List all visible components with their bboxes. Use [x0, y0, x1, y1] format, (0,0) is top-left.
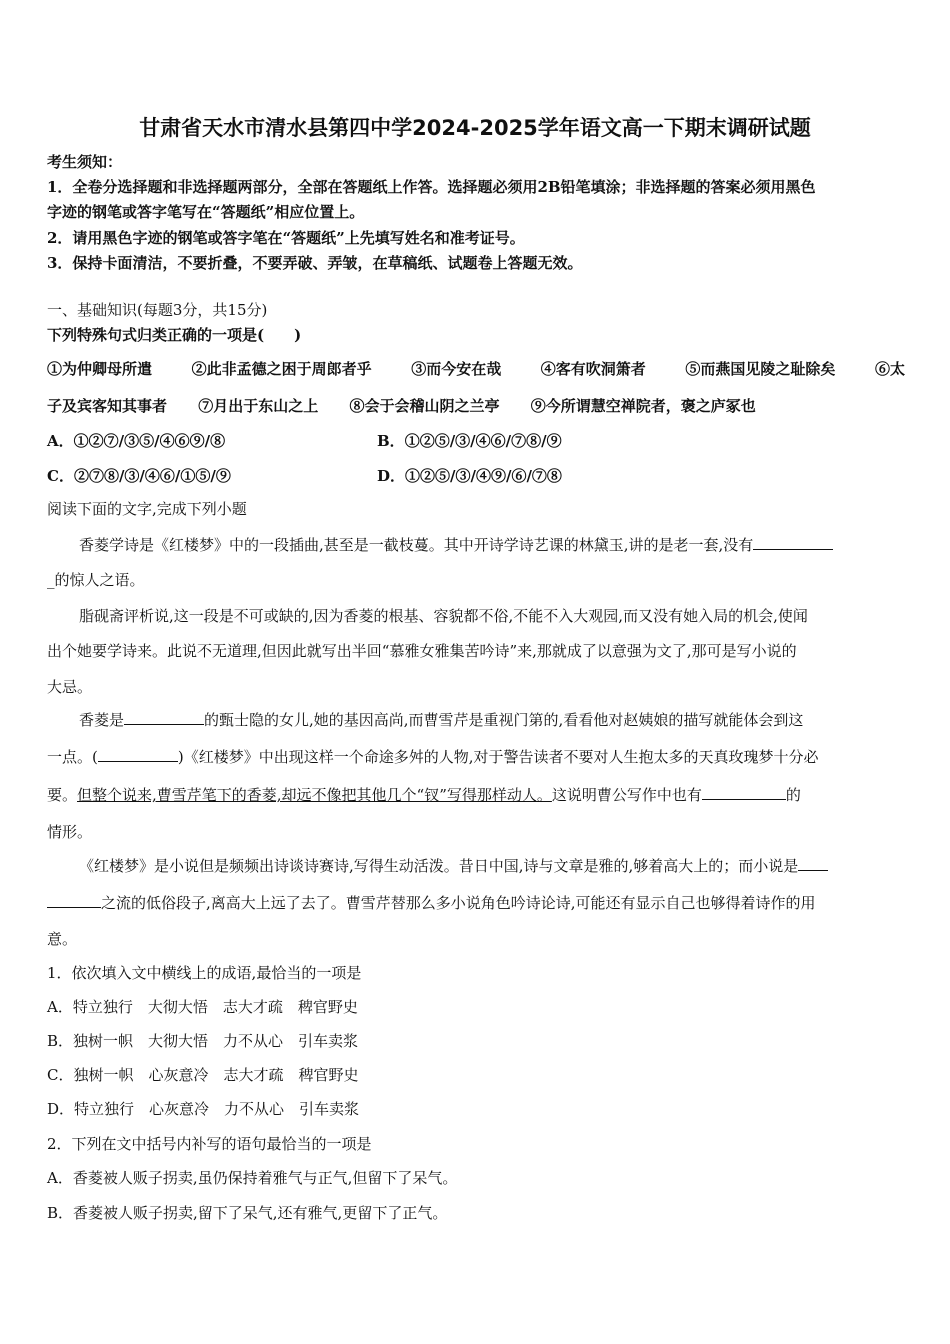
passage-p4-line-3: 意。 [47, 930, 78, 948]
sentence-item: ⑥太 [874, 360, 905, 378]
q1-option-d[interactable]: D．特立独行 心灰意冷 力不从心 引车卖浆 [47, 1100, 360, 1118]
notice-item-1-cont: 字迹的钢笔或答字笔写在“答题纸”相应位置上。 [47, 203, 365, 221]
exam-title: 甘肃省天水市清水县第四中学2024-2025学年语文高一下期末调研试题 [139, 116, 811, 140]
passage-text: 的甄士隐的女儿,她的基因高尚,而曹雪芹是重视门第的,看看他对赵姨娘的描写就能体会到这 [204, 711, 804, 729]
passage-p4-line-1 [79, 849, 828, 883]
choice-label: D． [377, 467, 406, 485]
choice-c[interactable] [47, 465, 231, 486]
passage-text: 一点。( [47, 748, 98, 766]
fill-blank [753, 535, 833, 550]
fill-blank [702, 785, 786, 800]
choice-text: ②⑦⑧/③/④⑥/①⑤/⑨ [73, 467, 231, 485]
choice-b[interactable] [377, 430, 562, 451]
sentence-item: 子及宾客知其事者 [47, 397, 168, 415]
q2-option-a[interactable]: A．香菱被人贩子拐卖,虽仍保持着雅气与正气,但留下了呆气。 [47, 1169, 458, 1187]
choice-label: A． [47, 432, 74, 450]
sentence-item: ①为仲卿母所遣 [47, 360, 153, 378]
passage-text: 之流的低俗段子,离高大上远了去了。曹雪芹替那么多小说角色吟诗论诗,可能还有显示自己也够得着诗作的用 [101, 894, 816, 912]
sentence-items-line-2 [47, 388, 768, 424]
sentence-item: ⑧会于会稽山阴之兰亭 [349, 397, 500, 415]
sentence-items-line-1 [47, 351, 905, 387]
passage-p2-line-2: 出个她要学诗来。此说不无道理,但因此就写出半回“慕雅女雅集苦吟诗”来,那就成了以意强为文了,那可是写小说的 [47, 642, 797, 660]
q1-option-c[interactable]: C．独树一帜 心灰意冷 志大才疏 稗官野史 [47, 1066, 359, 1084]
passage-p3-line-3 [47, 778, 801, 812]
choice-label: C． [47, 467, 74, 485]
section-1-heading: 一、基础知识(每题3分，共15分) [47, 301, 268, 319]
passage-p3-line-2 [47, 740, 818, 774]
section-1-question: 下列特殊句式归类正确的一项是( ) [47, 326, 302, 344]
choice-text: ①②⑤/③/④⑨/⑥/⑦⑧ [405, 467, 562, 485]
q2-option-b[interactable]: B．香菱被人贩子拐卖,留下了呆气,还有雅气,更留下了正气。 [47, 1204, 448, 1222]
q1-option-a[interactable]: A．特立独行 大彻大悟 志大才疏 稗官野史 [47, 998, 358, 1016]
fill-blank [98, 747, 178, 762]
passage-p3-line-4: 情形。 [47, 823, 93, 841]
underlined-sentence: 但整个说来,曹雪芹笔下的香菱,却远不像把其他几个“钗”写得那样动人。 [77, 786, 552, 804]
passage-p1-line-2: _的惊人之语。 [47, 571, 145, 589]
passage-p2-line-1: 脂砚斋评析说,这一段是不可或缺的,因为香菱的根基、容貌都不俗,不能不入大观园,而又没有她入局的机会,使闻 [79, 607, 808, 625]
passage-p3-line-1 [79, 703, 803, 737]
sentence-item: ④客有吹洞箫者 [540, 360, 646, 378]
passage-p1-line-1 [79, 528, 833, 562]
sentence-item: ⑤而燕国见陵之耻除矣 [685, 360, 836, 378]
notice-heading: 考生须知： [47, 153, 123, 171]
fill-blank [47, 893, 101, 908]
passage-p2-line-3: 大忌。 [47, 678, 93, 696]
passage-text: 这说明曹公写作中也有 [551, 786, 702, 804]
q2-stem: 2．下列在文中括号内补写的语句最恰当的一项是 [47, 1135, 372, 1153]
choice-d[interactable] [377, 465, 562, 486]
fill-blank [798, 856, 828, 871]
choice-a[interactable] [47, 430, 225, 451]
sentence-item: ⑨今所谓慧空禅院者，褒之庐冢也 [530, 397, 756, 415]
notice-item-1: 1．全卷分选择题和非选择题两部分，全部在答题纸上作答。选择题必须用2B铅笔填涂；非选择题的答案必须用黑色 [47, 178, 816, 196]
sentence-item: ⑦月出于东山之上 [198, 397, 319, 415]
passage-p4-line-2 [47, 886, 816, 920]
sentence-item: ③而今安在哉 [411, 360, 502, 378]
choice-text: ①②⑦/③⑤/④⑥⑨/⑧ [73, 432, 226, 450]
passage-text: 香菱学诗是《红楼梦》中的一段插曲,甚至是一截枝蔓。其中开诗学诗艺课的林黛玉,讲的是老一套,没有 [79, 536, 754, 554]
reading-intro: 阅读下面的文字,完成下列小题 [47, 500, 247, 518]
passage-text: )《红楼梦》中出现这样一个命途多舛的人物,对于警告读者不要对人生抱太多的天真玫瑰梦十分必 [177, 748, 819, 766]
notice-item-3: 3．保持卡面清洁，不要折叠，不要弄破、弄皱，在草稿纸、试题卷上答题无效。 [47, 254, 583, 272]
passage-text: 《红楼梦》是小说但是频频出诗谈诗赛诗,写得生动活泼。昔日中国,诗与文章是雅的,够着高大上的；而小说是 [79, 857, 799, 875]
choice-text: ①②⑤/③/④⑥/⑦⑧/⑨ [404, 432, 562, 450]
notice-item-2: 2．请用黑色字迹的钢笔或答字笔在“答题纸”上先填写姓名和准考证号。 [47, 229, 525, 247]
choice-label: B． [377, 432, 405, 450]
sentence-item: ②此非孟德之困于周郎者乎 [191, 360, 372, 378]
passage-text: 的 [785, 786, 801, 804]
passage-text: 香菱是 [79, 711, 125, 729]
q1-stem: 1．依次填入文中横线上的成语,最恰当的一项是 [47, 964, 362, 982]
passage-text: 要。 [47, 786, 78, 804]
fill-blank [124, 710, 204, 725]
q1-option-b[interactable]: B．独树一帜 大彻大悟 力不从心 引车卖浆 [47, 1032, 359, 1050]
